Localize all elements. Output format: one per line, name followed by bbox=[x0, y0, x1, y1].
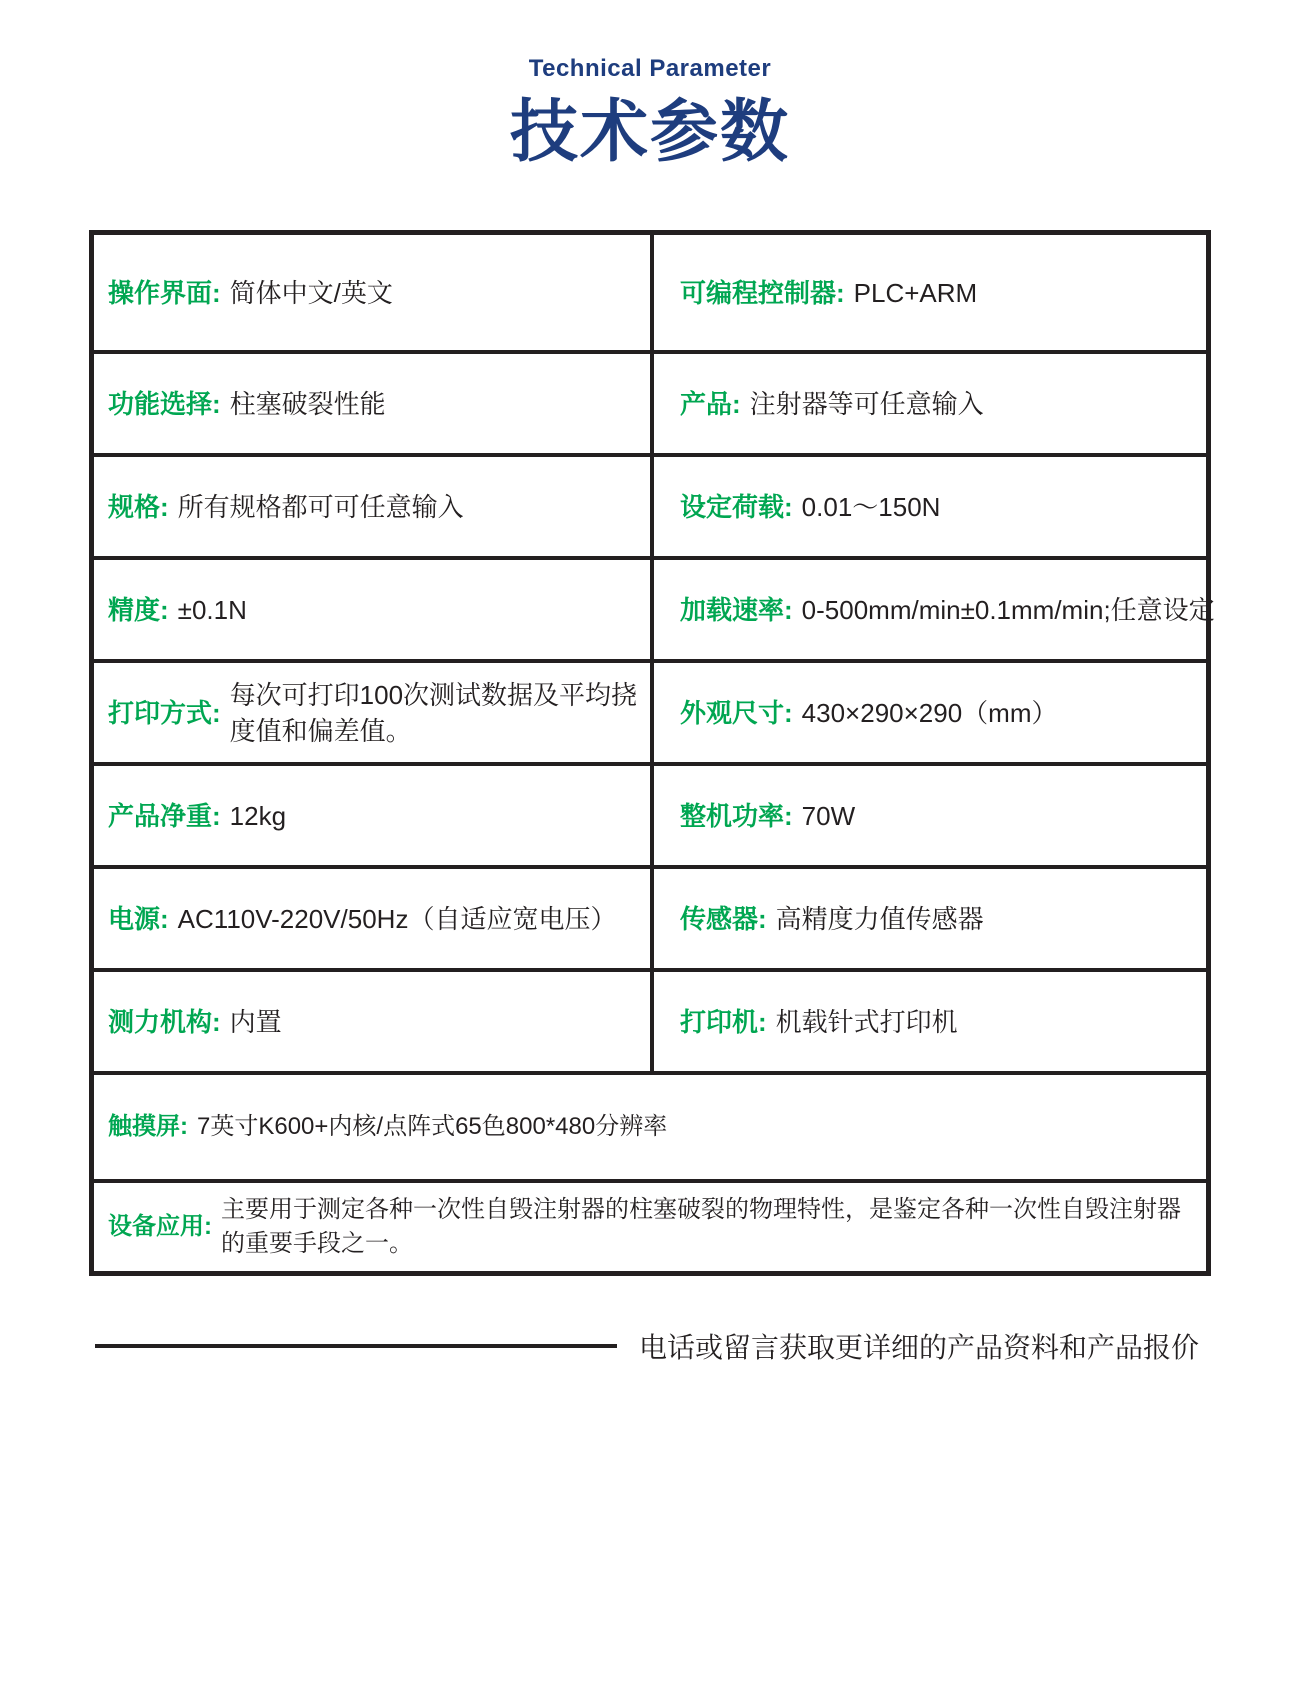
spec-label: 设备应用: bbox=[108, 1213, 212, 1240]
spec-cell-operation-interface bbox=[94, 235, 650, 350]
spec-cell-set-load bbox=[650, 457, 1206, 556]
subtitle-english: Technical Parameter bbox=[528, 55, 772, 82]
spec-cell-accuracy bbox=[94, 560, 650, 659]
spec-value: AC110V-220V/50Hz（自适应宽电压） bbox=[177, 903, 617, 934]
spec-table bbox=[89, 230, 1215, 1276]
spec-row-mechanism-printer bbox=[94, 968, 1206, 1071]
footer bbox=[95, 1326, 1300, 1366]
spec-value: 注射器等可任意输入 bbox=[749, 388, 984, 419]
spec-label: 触摸屏: bbox=[108, 1113, 188, 1140]
spec-cell-specification bbox=[94, 457, 650, 556]
spec-cell-programmable-controller bbox=[650, 235, 1206, 350]
spec-value: 柱塞破裂性能 bbox=[229, 388, 386, 419]
spec-cell-sensor bbox=[650, 869, 1206, 968]
spec-value: 机载针式打印机 bbox=[775, 1006, 958, 1037]
spec-label: 操作界面: bbox=[108, 277, 221, 308]
spec-value: 430×290×290（mm） bbox=[801, 697, 1058, 728]
spec-label: 规格: bbox=[108, 491, 169, 522]
spec-label: 测力机构: bbox=[108, 1006, 221, 1037]
contact-note: 电话或留言获取更详细的产品资料和产品报价 bbox=[639, 1332, 1200, 1363]
spec-value: 7英寸K600+内核/点阵式65色800*480分辨率 bbox=[197, 1113, 668, 1140]
spec-cell-loading-rate bbox=[650, 560, 1215, 659]
spec-row-weight-power bbox=[94, 762, 1206, 865]
spec-row-function-product bbox=[94, 350, 1206, 453]
spec-value: ±0.1N bbox=[177, 594, 247, 625]
spec-label: 可编程控制器: bbox=[680, 277, 845, 308]
spec-value: 高精度力值传感器 bbox=[775, 903, 984, 934]
page-header bbox=[0, 0, 1300, 172]
spec-cell-application bbox=[94, 1183, 1206, 1271]
spec-label: 打印方式: bbox=[108, 697, 221, 728]
spec-label: 设定荷载: bbox=[680, 491, 793, 522]
spec-label: 产品净重: bbox=[108, 800, 221, 831]
spec-label: 电源: bbox=[108, 903, 169, 934]
spec-cell-product bbox=[650, 354, 1206, 453]
spec-label: 功能选择: bbox=[108, 388, 221, 419]
spec-label: 精度: bbox=[108, 594, 169, 625]
spec-cell-function-selection bbox=[94, 354, 650, 453]
spec-cell-printer bbox=[650, 972, 1206, 1071]
spec-cell-touchscreen bbox=[94, 1075, 1206, 1179]
spec-value: 内置 bbox=[229, 1006, 282, 1037]
spec-label: 产品: bbox=[680, 388, 741, 419]
page-title: 技术参数 bbox=[509, 94, 790, 170]
spec-value: 主要用于测定各种一次性自毁注射器的柱塞破裂的物理特性，是鉴定各种一次性自毁注射器的重要手段之一。 bbox=[221, 1196, 1181, 1257]
spec-cell-power-supply bbox=[94, 869, 650, 968]
spec-cell-force-mechanism bbox=[94, 972, 650, 1071]
spec-row-accuracy-speed bbox=[94, 556, 1215, 659]
spec-row-print-dimension bbox=[94, 659, 1206, 762]
spec-value: 0-500mm/min±0.1mm/min;任意设定 bbox=[801, 594, 1215, 625]
spec-label: 外观尺寸: bbox=[680, 697, 793, 728]
spec-value: 所有规格都可可任意输入 bbox=[177, 491, 464, 522]
spec-row-power-sensor bbox=[94, 865, 1206, 968]
spec-value: PLC+ARM bbox=[853, 277, 978, 308]
divider-line bbox=[95, 1344, 617, 1348]
spec-row-application bbox=[94, 1179, 1206, 1271]
spec-label: 打印机: bbox=[680, 1006, 767, 1037]
spec-value: 70W bbox=[801, 800, 856, 831]
spec-value: 简体中文/英文 bbox=[229, 277, 393, 308]
spec-value: 12kg bbox=[229, 800, 287, 831]
spec-cell-net-weight bbox=[94, 766, 650, 865]
spec-cell-print-mode bbox=[94, 663, 650, 762]
spec-label: 加载速率: bbox=[680, 594, 793, 625]
spec-cell-dimensions bbox=[650, 663, 1206, 762]
spec-value: 每次可打印100次测试数据及平均挠度值和偏差值。 bbox=[229, 679, 638, 746]
spec-label: 整机功率: bbox=[680, 800, 793, 831]
spec-value: 0.01～150N bbox=[801, 491, 941, 522]
spec-label: 传感器: bbox=[680, 903, 767, 934]
spec-row-interface-controller bbox=[94, 235, 1206, 350]
spec-row-spec-load bbox=[94, 453, 1206, 556]
spec-cell-machine-power bbox=[650, 766, 1206, 865]
spec-row-touchscreen bbox=[94, 1071, 1206, 1179]
